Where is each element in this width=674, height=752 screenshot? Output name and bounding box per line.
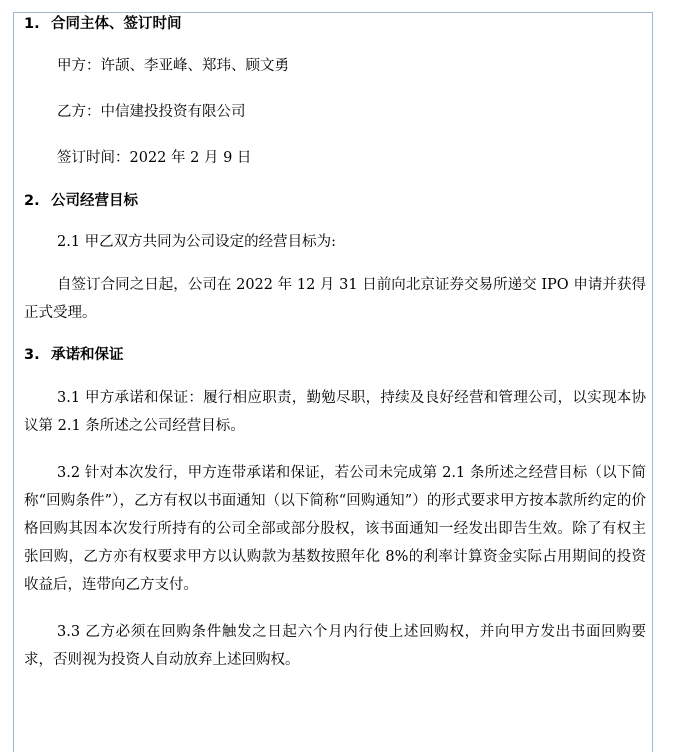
clause-3-2: 3.2 针对本次发行，甲方连带承诺和保证，若公司未完成第 2.1 条所述之经营目标（以下简称“回购条件”），乙方有权以书面通知（以下简称“回购通知”）的形式要求甲方按本款所约定的价格回购其因本次发行所持有的公司全部或部分股权，该书面通知一经发出即告生效。除了有权主张回购，乙方亦有权要求甲方以认购款为基数按照年化 8%的利率计算资金实际占用期间的投资收益后，连带向乙方支付。 [24,465,646,593]
section-title: 公司经营目标 [51,193,138,209]
section-title: 承诺和保证 [51,347,124,363]
section-number: 2. [24,193,40,209]
section-title: 合同主体、签订时间 [51,16,182,32]
clause-3-3: 3.3 乙方必须在回购条件触发之日起六个月内行使上述回购权，并向甲方发出书面回购要求，否则视为投资人自动放弃上述回购权。 [24,624,646,668]
clause-3-1: 3.1 甲方承诺和保证：履行相应职责，勤勉尽职，持续及良好经营和管理公司，以实现本协议第 2.1 条所述之公司经营目标。 [24,390,646,434]
sign-date: 签订时间：2022 年 2 月 9 日 [57,150,252,166]
party-a: 甲方：许颉、李亚峰、郑玮、顾文勇 [57,58,289,74]
business-target-paragraph: 自签订合同之日起，公司在 2022 年 12 月 31 日前向北京证券交易所递交 IPO 申请并获得正式受理。 [24,277,646,321]
section-heading [24,14,646,34]
party-b: 乙方：中信建投投资有限公司 [57,104,246,120]
section-number: 3. [24,347,40,363]
clause-2-1: 2.1 甲乙双方共同为公司设定的经营目标为: [57,234,337,250]
section-heading [24,191,646,211]
document-body [24,14,646,674]
section-number: 1. [24,16,40,32]
section-heading [24,345,646,365]
